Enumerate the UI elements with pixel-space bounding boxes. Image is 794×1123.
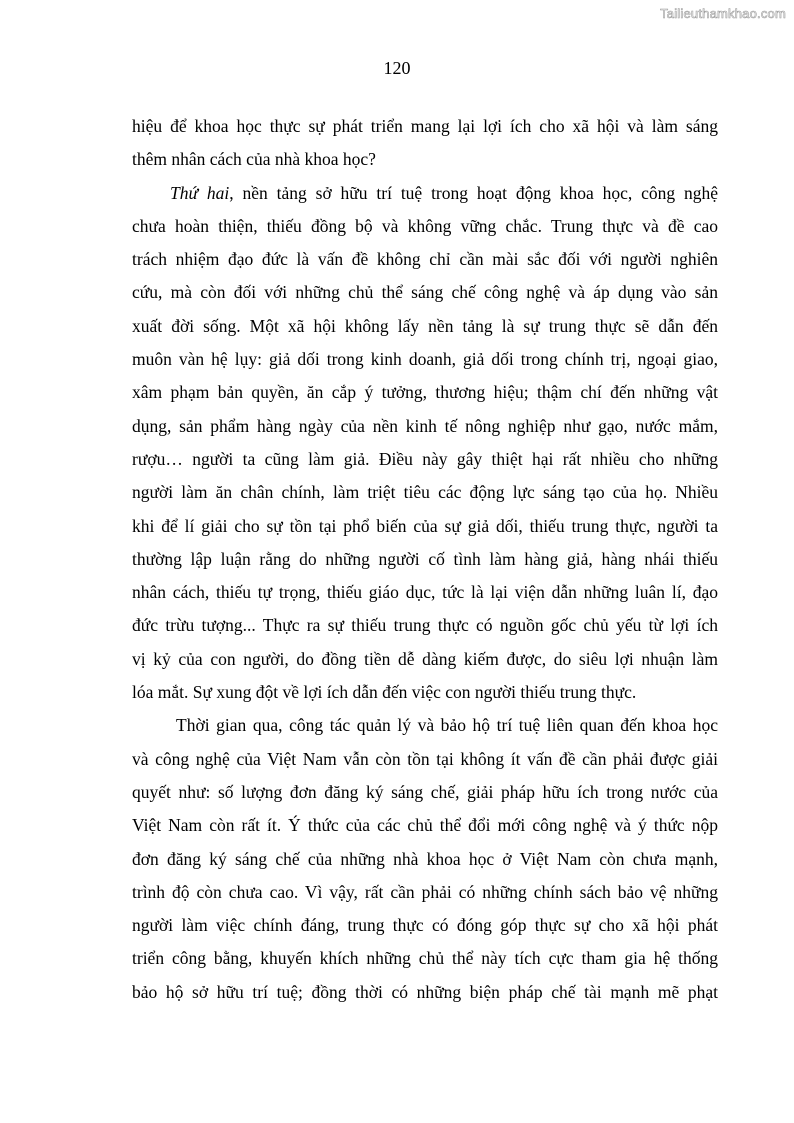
text-line: triển công bằng, khuyến khích những chủ thể này tích cực tham gia hệ thống <box>132 948 718 969</box>
text-line: trình độ còn chưa cao. Vì vậy, rất cần phải có những chính sách bảo vệ những <box>132 881 718 902</box>
text-line: thêm nhân cách của nhà khoa học? <box>132 149 376 170</box>
text-line: muôn vàn hệ lụy: giả dối trong kinh doanh, giả dối trong chính trị, ngoại giao, <box>132 349 718 370</box>
lead-rest: , nền tảng sở hữu trí tuệ trong hoạt động khoa học, công nghệ <box>229 182 719 203</box>
text-line: trách nhiệm đạo đức là vấn đề không chỉ cần mài sắc đối với người nghiên <box>132 249 718 270</box>
paragraph-lead-line <box>132 177 718 210</box>
text-line: rượu… người ta cũng làm giả. Điều này gây thiệt hại rất nhiều cho những <box>132 448 718 469</box>
text-line: xuất đời sống. Một xã hội không lấy nền tảng là sự trung thực sẽ dẫn đến <box>132 315 718 336</box>
text-line: cứu, mà còn đối với những chủ thể sáng chế công nghệ và áp dụng vào sản <box>132 282 718 303</box>
text-line: người làm việc chính đáng, trung thực có đóng góp thực sự cho xã hội phát <box>132 915 718 936</box>
text-line: thường lập luận rằng do những người cố tình làm hàng giả, hàng nhái thiếu <box>132 548 718 569</box>
text-line: xâm phạm bản quyền, ăn cắp ý tưởng, thương hiệu; thậm chí đến những vật <box>132 382 718 403</box>
text-line: hiệu để khoa học thực sự phát triển mang lại lợi ích cho xã hội và làm sáng <box>132 116 718 136</box>
paragraph-lead-line: Thời gian qua, công tác quản lý và bảo hộ trí tuệ liên quan đến khoa học <box>176 715 718 736</box>
page-number: 120 <box>383 58 411 78</box>
text-line: chưa hoàn thiện, thiếu đồng bộ và không vững chắc. Trung thực và đề cao <box>132 215 718 236</box>
text-line: đức trừu tượng... Thực ra sự thiếu trung thực có nguồn gốc chủ yếu từ lợi ích <box>132 615 718 636</box>
watermark-text: Tailieuthamkhao.com <box>660 6 786 21</box>
text-line: quyết như: số lượng đơn đăng ký sáng chế, giải pháp hữu ích trong nước của <box>132 781 718 802</box>
text-line: và công nghệ của Việt Nam vẫn còn tồn tại không ít vấn đề cần phải được giải <box>132 748 718 769</box>
text-line: đơn đăng ký sáng chế của những nhà khoa học ở Việt Nam còn chưa mạnh, <box>132 848 718 869</box>
document-body <box>132 110 718 1009</box>
text-line: nhân cách, thiếu tự trọng, thiếu giáo dục, tức là lại viện dẫn những luân lí, đạo <box>132 582 718 603</box>
text-line: vị kỷ của con người, do đồng tiền dễ dàng kiếm được, do siêu lợi nhuận làm <box>132 648 718 669</box>
text-line: Việt Nam còn rất ít. Ý thức của các chủ thể đổi mới công nghệ và ý thức nộp <box>132 815 718 836</box>
text-line: khi để lí giải cho sự tồn tại phổ biến của sự giả dối, thiếu trung thực, người ta <box>132 515 718 536</box>
text-line: dụng, sản phẩm hàng ngày của nền kinh tế nông nghiệp như gạo, nước mắm, <box>132 415 718 436</box>
text-line: bảo hộ sở hữu trí tuệ; đồng thời có những biện pháp chế tài mạnh mẽ phạt <box>132 981 718 1002</box>
italic-lead: Thứ hai <box>170 182 230 203</box>
text-line: người làm ăn chân chính, làm triệt tiêu các động lực sáng tạo của họ. Nhiều <box>132 482 718 503</box>
text-line: lóa mắt. Sự xung đột về lợi ích dẫn đến việc con người thiếu trung thực. <box>132 682 637 703</box>
